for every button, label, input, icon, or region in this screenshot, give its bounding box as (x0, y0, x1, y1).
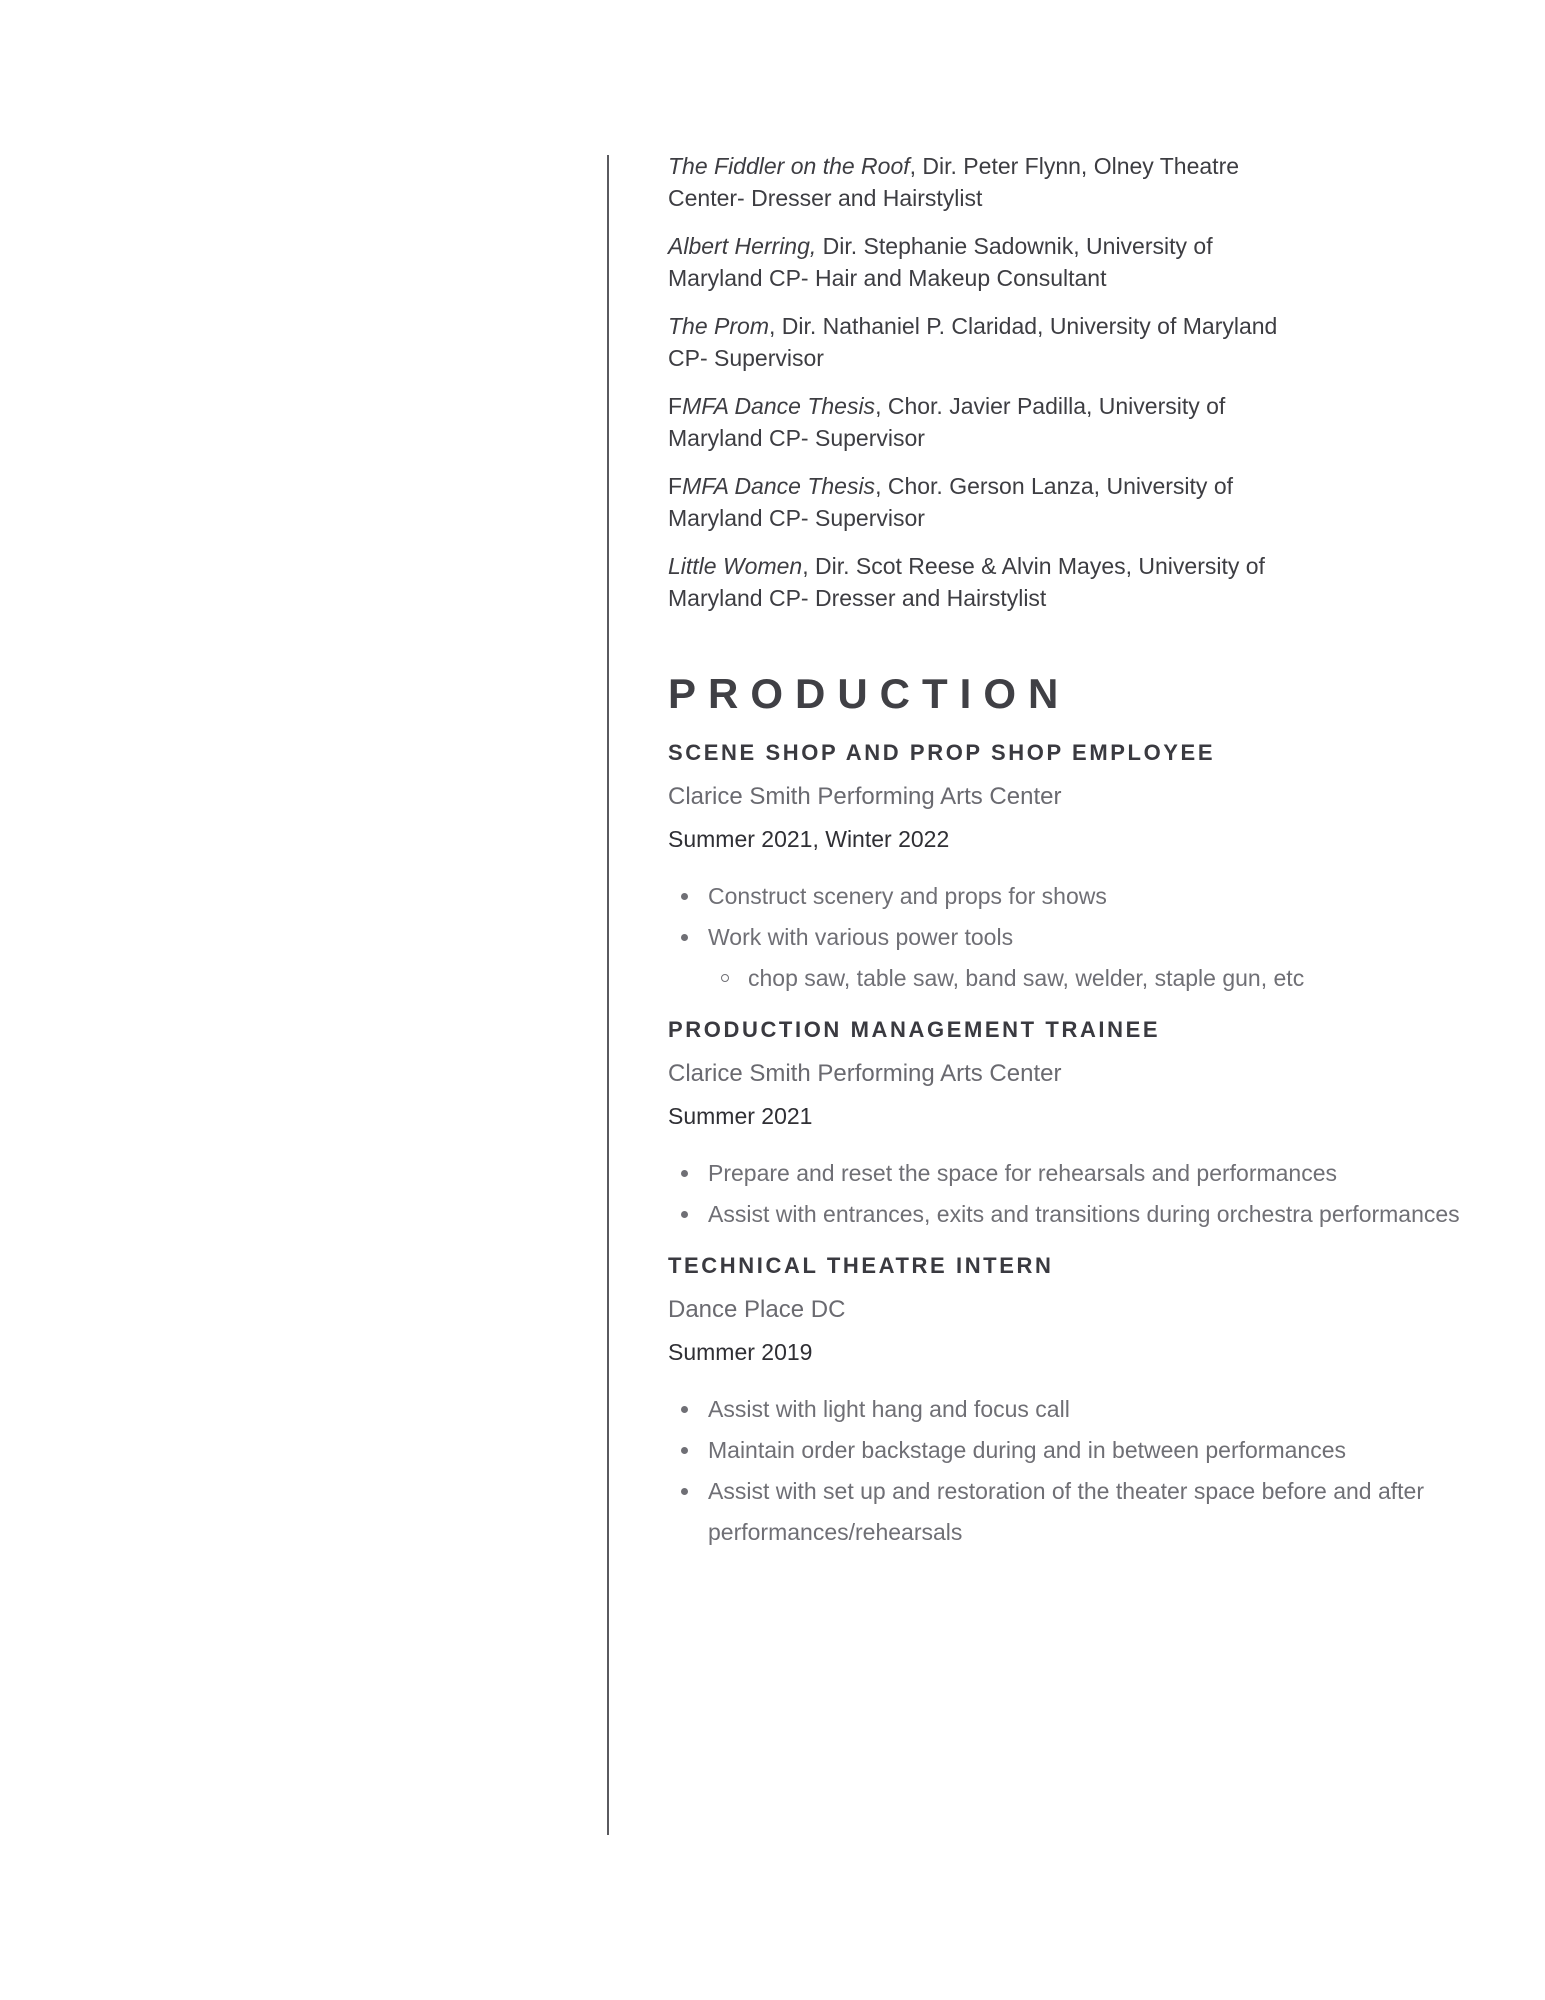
sub-bullets (708, 958, 1498, 999)
resume-content (668, 150, 1498, 1553)
credit-details: , Dir. Nathaniel P. Claridad, University of Maryland CP- Supervisor (668, 313, 1278, 371)
section-heading-production: PRODUCTION (668, 670, 1071, 717)
job-organization: Clarice Smith Performing Arts Center (668, 1060, 1062, 1087)
credit-title: The Prom (668, 313, 769, 339)
credit-title: Little Women (668, 553, 803, 579)
credit-title-prefix: F (668, 473, 683, 499)
bullet-text: Assist with entrances, exits and transitions during orchestra performances (708, 1201, 1460, 1227)
job-entry (668, 1251, 1498, 1553)
job-organization: Dance Place DC (668, 1296, 846, 1323)
credit-details: , Dir. Scot Reese & Alvin Mayes, University of Maryland CP- Dresser and Hairstylist (668, 553, 1265, 611)
credits-list (668, 150, 1498, 614)
job-title: TECHNICAL THEATRE INTERN (668, 1253, 1054, 1278)
job-title: PRODUCTION MANAGEMENT TRAINEE (668, 1017, 1161, 1042)
bullet-text: Assist with light hang and focus call (708, 1396, 1070, 1422)
credit-item (668, 390, 1278, 454)
sub-bullet-text: chop saw, table saw, band saw, welder, staple gun, etc (748, 965, 1305, 991)
bullet-item (708, 917, 1498, 999)
bullet-item (708, 1194, 1498, 1235)
job-title: SCENE SHOP AND PROP SHOP EMPLOYEE (668, 740, 1216, 765)
bullet-item (708, 1430, 1498, 1471)
credit-title: MFA Dance Thesis (682, 393, 876, 419)
credit-title-prefix: F (668, 393, 683, 419)
bullet-text: Assist with set up and restoration of the theater space before and after performances/rehearsals (708, 1478, 1424, 1545)
credit-title: MFA Dance Thesis (682, 473, 876, 499)
job-dates: Summer 2021, Winter 2022 (668, 826, 950, 852)
credit-details: , Chor. Gerson Lanza, University of Maryland CP- Supervisor (668, 473, 1233, 531)
job-entry (668, 1015, 1498, 1235)
credit-item (668, 230, 1278, 294)
bullet-item (708, 1471, 1498, 1553)
credit-details: , Chor. Javier Padilla, University of Maryland CP- Supervisor (668, 393, 1226, 451)
job-organization: Clarice Smith Performing Arts Center (668, 783, 1062, 810)
bullet-text: Prepare and reset the space for rehearsals and performances (708, 1160, 1338, 1186)
vertical-divider (607, 155, 609, 1835)
job-entry (668, 738, 1498, 999)
bullet-text: Maintain order backstage during and in between performances (708, 1437, 1346, 1463)
job-dates: Summer 2021 (668, 1103, 813, 1129)
credit-item (668, 470, 1278, 534)
credit-item (668, 310, 1278, 374)
job-bullets (668, 876, 1498, 999)
credit-title: The Fiddler on the Roof (668, 153, 910, 179)
credit-title: Albert Herring, (668, 233, 817, 259)
bullet-item (708, 876, 1498, 917)
credit-details: , Dir. Peter Flynn, Olney Theatre Center- Dresser and Hairstylist (668, 153, 1240, 211)
job-bullets (668, 1389, 1498, 1553)
credit-details: Dir. Stephanie Sadownik, University of Maryland CP- Hair and Makeup Consultant (668, 233, 1213, 291)
bullet-text: Construct scenery and props for shows (708, 883, 1107, 909)
job-bullets (668, 1153, 1498, 1235)
bullet-text: Work with various power tools (708, 924, 1014, 950)
credit-item (668, 150, 1278, 214)
bullet-item (708, 1153, 1498, 1194)
sub-bullet-item (748, 958, 1498, 999)
credit-item (668, 550, 1278, 614)
job-dates: Summer 2019 (668, 1339, 813, 1365)
bullet-item (708, 1389, 1498, 1430)
